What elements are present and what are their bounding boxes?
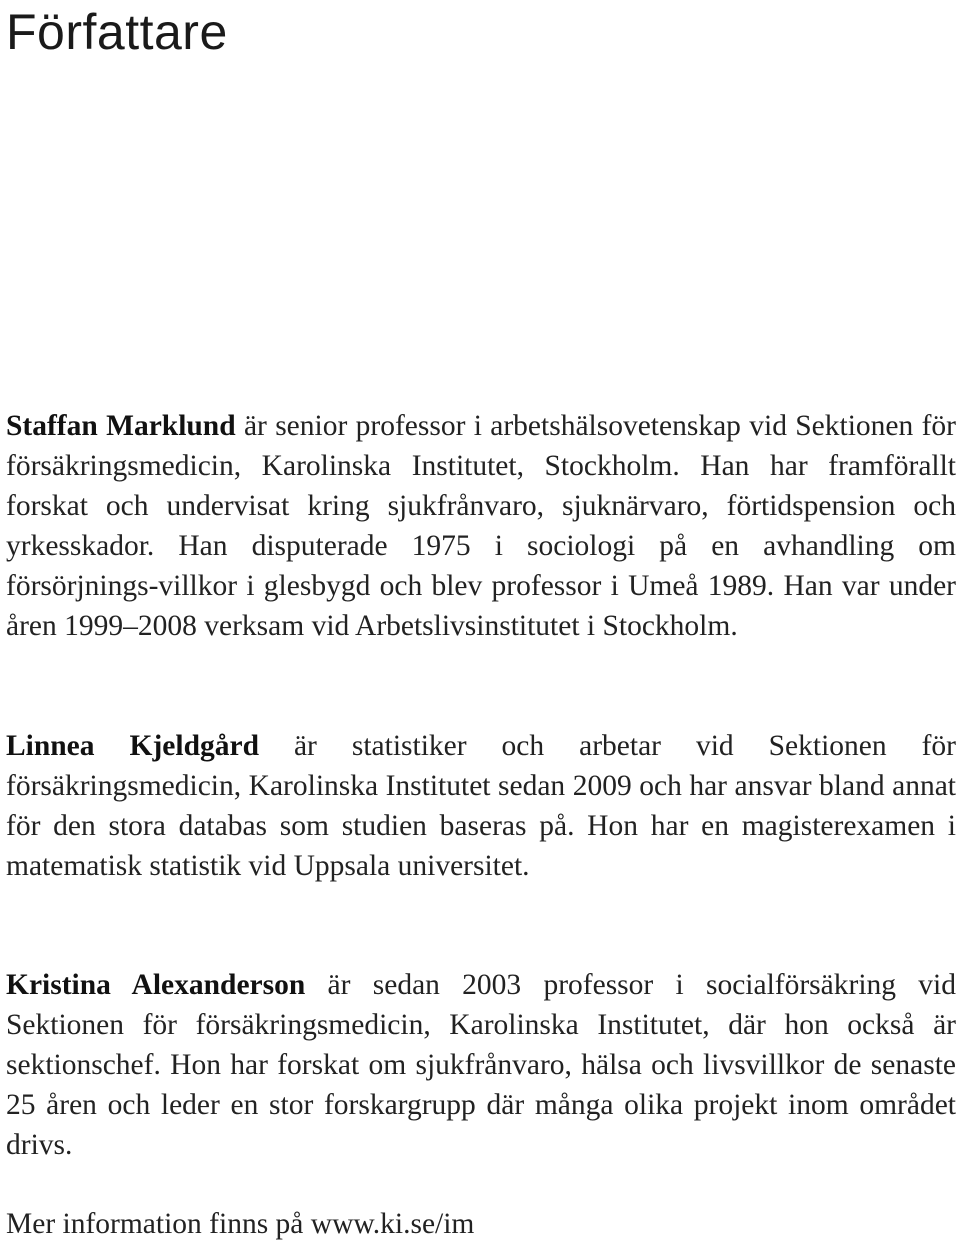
author-description: är sedan 2003 professor i socialförsäkring vid Sektionen för försäkringsmedicin, Karolinska Institutet, där hon också är sektionschef. Hon har forskat om sjukfrånvaro, hälsa och livsvillkor de senaste 25 åren och leder en stor forskargrupp där många olika projekt inom området drivs. bbox=[6, 969, 956, 1161]
author-bio-alexanderson bbox=[6, 965, 956, 1165]
author-bio-kjeldgard bbox=[6, 726, 956, 886]
author-name: Linnea Kjeldgård bbox=[6, 730, 259, 762]
author-bio-marklund bbox=[6, 406, 956, 646]
author-description: är statistiker och arbetar vid Sektionen för försäkringsmedicin, Karolinska Institutet sedan 2009 och har ansvar bland annat för den stora databas som studien baseras på. Hon har en magisterexamen i matematisk statistik vid Uppsala universitet. bbox=[6, 730, 956, 882]
more-info-text: Mer information finns på www.ki.se/im bbox=[6, 1208, 475, 1240]
author-description: är senior professor i arbetshälsovetenskap vid Sektionen för försäkringsmedicin, Karolinska Institutet, Stockholm. Han har framförallt forskat och undervisat kring sjukfrånvaro, sjuknärvaro, förtidspension och yrkesskador. Han disputerade 1975 i sociologi på en avhandling om försörjnings-villkor i glesbygd och blev professor i Umeå 1989. Han var under åren 1999–2008 verksam vid Arbetslivsinstitutet i Stockholm. bbox=[6, 410, 956, 642]
author-name: Staffan Marklund bbox=[6, 410, 236, 442]
author-name: Kristina Alexanderson bbox=[6, 969, 306, 1001]
page-title: Författare bbox=[6, 4, 228, 60]
